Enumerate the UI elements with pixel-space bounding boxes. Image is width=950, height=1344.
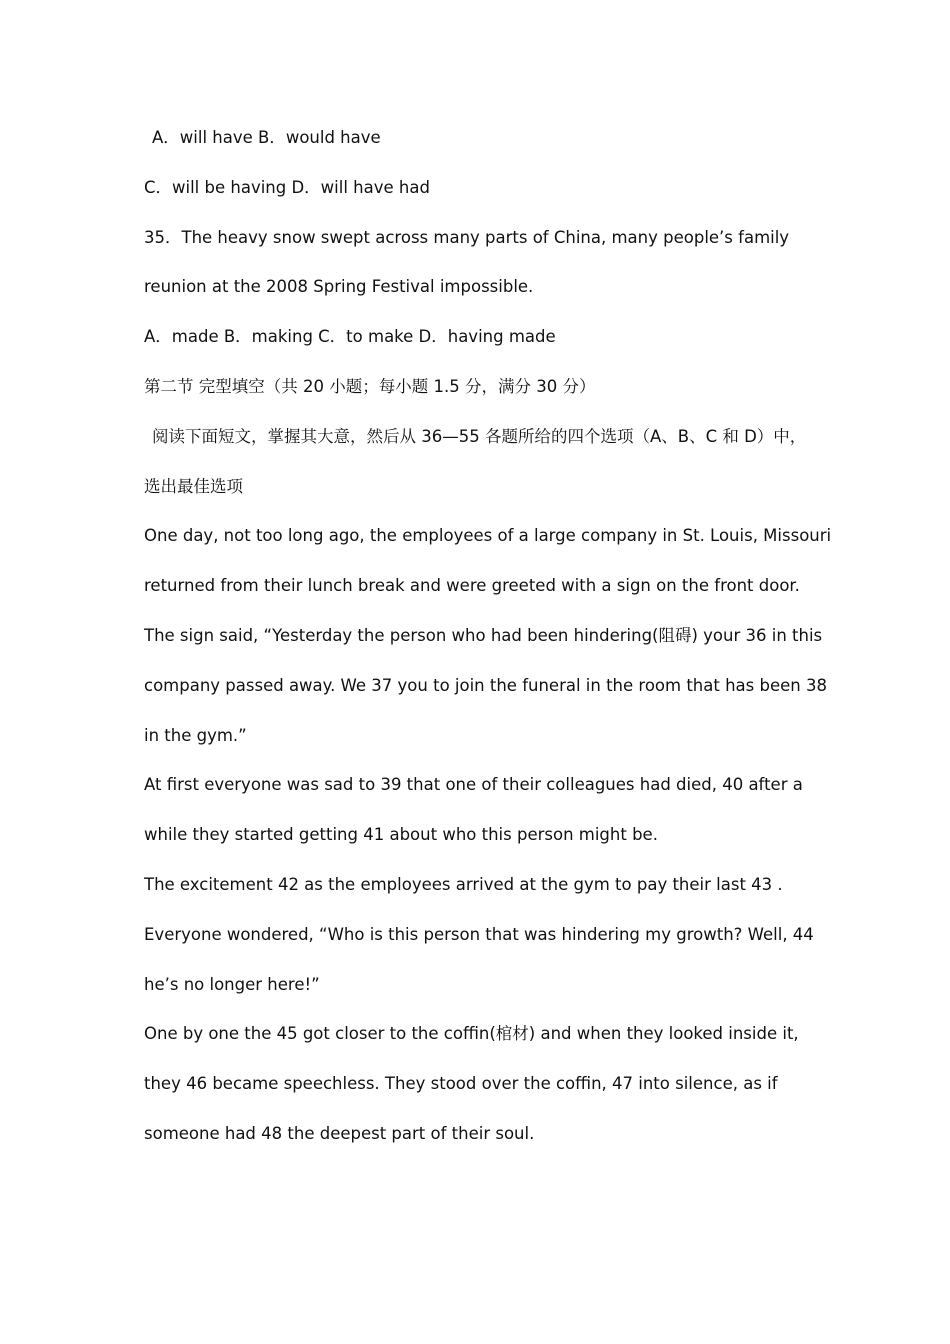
passage-line: One day, not too long ago, the employees of a large company in St. Louis, Missouri [144,526,832,546]
question-35-line-2: reunion at the 2008 Spring Festival impossible. [144,277,534,297]
passage-line: he’s no longer here!” [144,974,320,994]
section-heading: 第二节 完型填空（共 20 小题；每小题 1.5 分，满分 30 分） [144,376,596,396]
passage-line: returned from their lunch break and were greeted with a sign on the front door. [144,576,800,596]
passage-line: One by one the 45 got closer to the coffin(棺材) and when they looked inside it, [144,1024,799,1044]
option-line-34cd: C．will be having D．will have had [144,177,430,197]
passage-line: someone had 48 the deepest part of their soul. [144,1123,535,1143]
document-body [144,113,832,1159]
passage-line: At first everyone was sad to 39 that one of their colleagues had died, 40 after a [144,775,803,795]
passage-line: while they started getting 41 about who this person might be. [144,825,658,845]
instructions-line-1: 阅读下面短文，掌握其大意，然后从 36—55 各题所给的四个选项（A、B、C 和 D）中， [152,426,807,446]
passage-line: Everyone wondered, “Who is this person that was hindering my growth? Well, 44 [144,924,814,944]
question-35-line-1: 35．The heavy snow swept across many parts of China, many people’s family [144,227,790,247]
passage-line: in the gym.” [144,725,247,745]
passage-line: they 46 became speechless. They stood over the coffin, 47 into silence, as if [144,1074,778,1094]
option-line-34ab: A．will have B．would have [152,128,381,147]
instructions-line-2: 选出最佳选项 [144,476,243,496]
passage-line: The sign said, “Yesterday the person who had been hindering(阻碍) your 36 in this [144,625,823,645]
passage-line: The excitement 42 as the employees arrived at the gym to pay their last 43 . [144,874,783,894]
passage-line: company passed away. We 37 you to join the funeral in the room that has been 38 [144,675,827,695]
option-line-35: A．made B．making C．to make D．having made [144,327,556,347]
